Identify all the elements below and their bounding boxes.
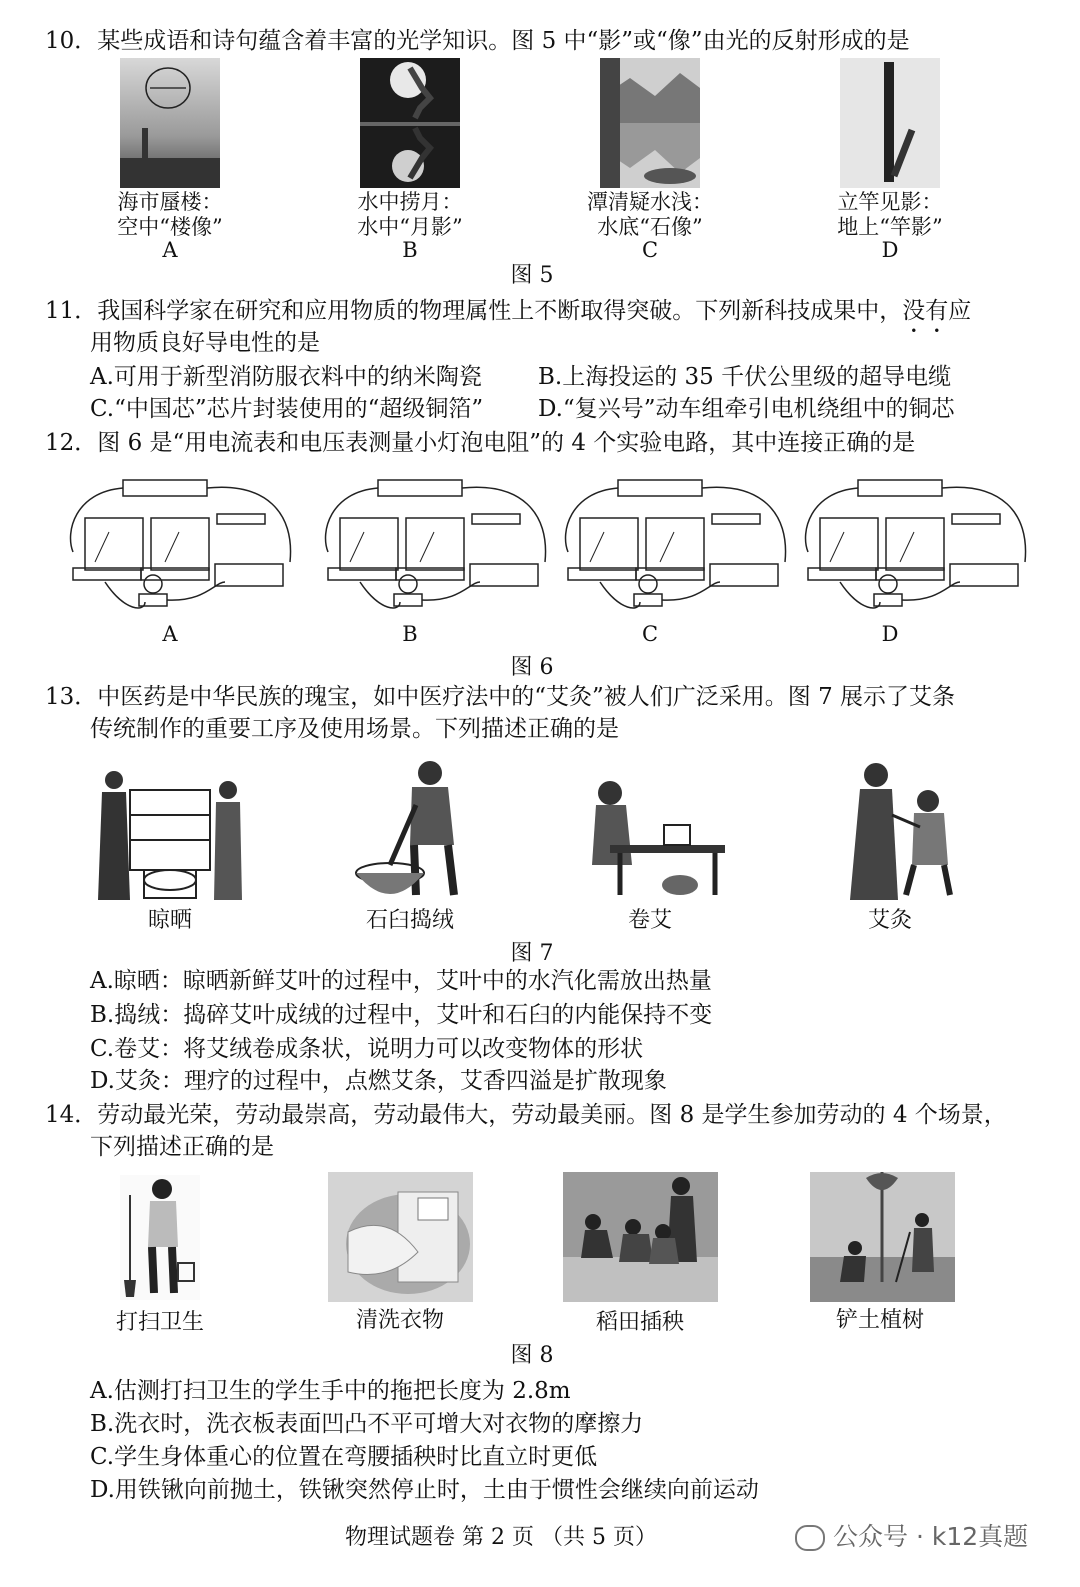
cleaning-photo	[120, 1175, 200, 1300]
fig6-letter-c: C	[641, 622, 659, 646]
q14-option-b: B.洗衣时，洗衣板表面凹凸不平可增大对衣物的摩擦力	[90, 1411, 644, 1437]
q11-stem-pre: 我国科学家在研究和应用物质的物理属性上不断取得突破。下列新科技成果中，	[97, 298, 903, 324]
q11-option-b: B.上海投运的 35 千伏公里级的超导电缆	[538, 364, 952, 390]
circuit-diagram-b	[320, 472, 555, 617]
q10-stem-text: 某些成语和诗句蕴含着丰富的光学知识。图 5 中“影”或“像”由光的反射形成的是	[97, 28, 910, 54]
q13-stem-line1	[45, 682, 955, 712]
fig7-caption-moxibustion: 艾灸	[867, 908, 912, 933]
q11-stem-line2: 用物质良好导电性的是	[90, 330, 320, 356]
q11-emphasis: 没有	[902, 298, 949, 324]
q13-option-d: D.艾灸：理疗的过程中，点燃艾条，艾香四溢是扩散现象	[90, 1068, 667, 1094]
washing-photo	[328, 1172, 473, 1302]
fig8-label: 图 8	[510, 1343, 554, 1368]
fig5-letter-d: D	[881, 238, 899, 262]
fig7-caption-rolling: 卷艾	[627, 908, 672, 933]
circuit-diagram-a	[65, 472, 300, 617]
q11-number: 11．	[45, 298, 98, 324]
q10-number: 10．	[45, 28, 98, 54]
fig5-letter-c: C	[641, 238, 659, 262]
circuit-diagram-c	[560, 472, 795, 617]
fig6-letter-a: A	[162, 622, 178, 646]
fig5-letter-a: A	[162, 238, 178, 262]
moxibustion-illustration	[828, 755, 958, 905]
fig5-c-line2: 水底“石像”	[597, 215, 703, 239]
q11-option-a: A.可用于新型消防服衣料中的纳米陶瓷	[90, 364, 482, 390]
fig5-caption-a	[70, 190, 270, 240]
q14-option-a: A.估测打扫卫生的学生手中的拖把长度为 2.8m	[90, 1378, 571, 1404]
q13-stem-text: 中医药是中华民族的瑰宝，如中医疗法中的“艾灸”被人们广泛采用。图 7 展示了艾条	[97, 684, 956, 710]
q14-option-d: D.用铁锹向前抛土，铁锹突然停止时，土由于惯性会继续向前运动	[90, 1477, 759, 1503]
q13-option-c: C.卷艾：将艾绒卷成条状，说明力可以改变物体的形状	[90, 1036, 644, 1062]
q10-stem	[45, 26, 910, 56]
fig5-b-line2: 水中“月影”	[357, 215, 463, 239]
fig5-caption-b	[310, 190, 510, 240]
fig8-caption-washing: 清洗衣物	[355, 1308, 444, 1333]
q11-option-d: D.“复兴号”动车组牵引电机绕组中的铜芯	[538, 396, 955, 422]
q12-stem	[45, 428, 915, 458]
q14-number: 14．	[45, 1102, 98, 1128]
q14-stem-text: 劳动最光荣，劳动最崇高，劳动最伟大，劳动最美丽。图 8 是学生参加劳动的 4 个场景，	[97, 1102, 1007, 1128]
fig5-label: 图 5	[510, 263, 554, 288]
q11-stem-post: 应	[948, 298, 972, 324]
fig5-caption-d	[790, 190, 990, 240]
fig5-d-line1: 立竿见影：	[837, 190, 943, 214]
q12-stem-text: 图 6 是“用电流表和电压表测量小灯泡电阻”的 4 个实验电路，其中连接正确的是	[97, 430, 916, 456]
moon-reflection-photo	[360, 58, 460, 188]
q11-option-c: C.“中国芯”芯片封装使用的“超级铜箔”	[90, 396, 484, 422]
q13-option-b: B.捣绒：捣碎艾叶成绒的过程中，艾叶和石臼的内能保持不变	[90, 1002, 713, 1028]
q12-number: 12．	[45, 430, 98, 456]
rolling-moxa-illustration	[570, 775, 730, 900]
fig6-letter-b: B	[402, 622, 418, 646]
drying-illustration	[90, 760, 250, 905]
fig8-caption-cleaning: 打扫卫生	[115, 1310, 204, 1335]
watermark	[795, 1517, 1028, 1553]
fig5-b-line1: 水中捞月：	[357, 190, 463, 214]
fig5-d-line2: 地上“竿影”	[837, 215, 943, 239]
fig5-c-line1: 潭清疑水浅：	[587, 190, 713, 214]
q13-option-a: A.晾晒：晾晒新鲜艾叶的过程中，艾叶中的水汽化需放出热量	[90, 968, 712, 994]
q13-number: 13．	[45, 684, 98, 710]
q13-stem-line2: 传统制作的重要工序及使用场景。下列描述正确的是	[90, 716, 619, 742]
q14-option-c: C.学生身体重心的位置在弯腰插秧时比直立时更低	[90, 1444, 598, 1470]
fig5-a-line2: 空中“楼像”	[117, 215, 223, 239]
mirage-photo	[120, 58, 220, 188]
fig5-a-line1: 海市蜃楼：	[117, 190, 223, 214]
clear-pool-photo	[600, 58, 700, 188]
mortar-pounding-illustration	[350, 755, 480, 905]
fig7-caption-pounding: 石臼捣绒	[365, 908, 454, 933]
q14-stem-line1	[45, 1100, 1007, 1130]
fig8-caption-tree: 铲土植树	[835, 1308, 924, 1333]
page-footer: 物理试题卷 第 2 页 （共 5 页）	[345, 1525, 657, 1550]
fig7-caption-drying: 晾晒	[147, 908, 192, 933]
q14-stem-line2: 下列描述正确的是	[90, 1134, 274, 1160]
fig6-label: 图 6	[510, 655, 554, 680]
tree-planting-photo	[810, 1172, 955, 1302]
wechat-icon	[795, 1525, 825, 1551]
watermark-text: 公众号 · k12真题	[833, 1522, 1029, 1551]
circuit-diagram-d	[800, 472, 1035, 617]
rice-planting-photo	[563, 1172, 718, 1302]
pole-shadow-photo	[840, 58, 940, 188]
fig7-label: 图 7	[510, 941, 554, 966]
fig5-caption-c	[550, 190, 750, 240]
fig5-letter-b: B	[402, 238, 418, 262]
fig6-letter-d: D	[881, 622, 899, 646]
fig8-caption-rice: 稻田插秧	[595, 1310, 684, 1335]
